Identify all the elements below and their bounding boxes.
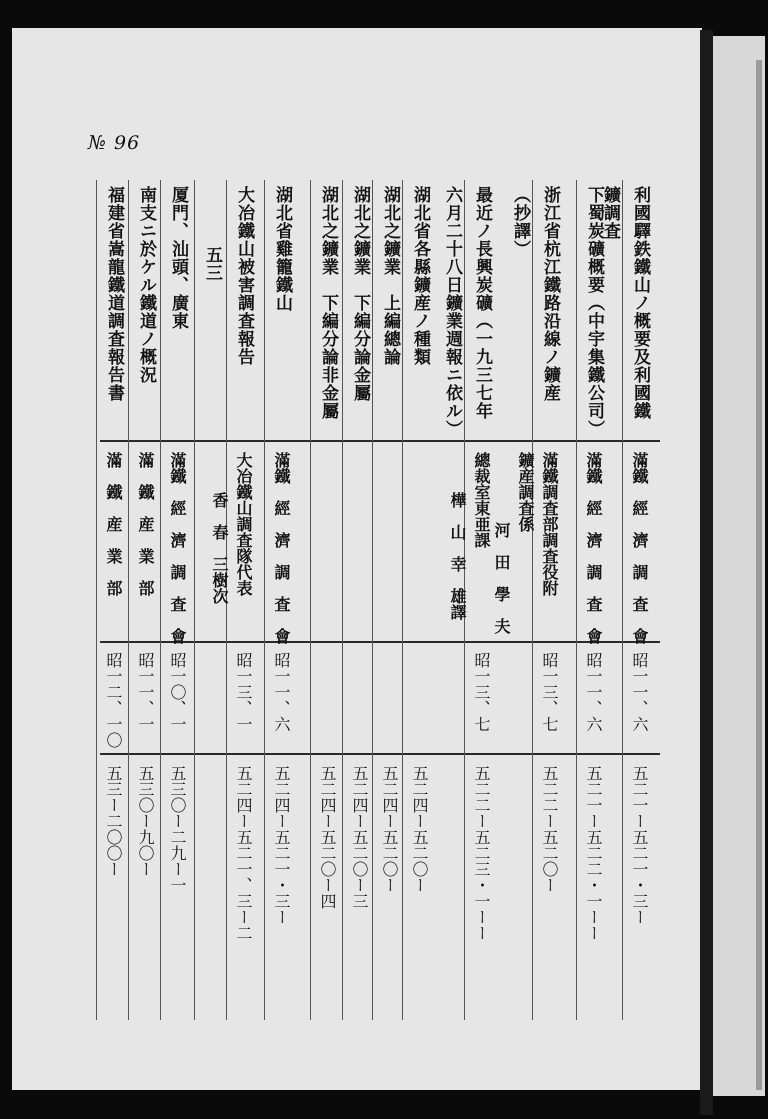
entry-title: 利國驛鉄鐵山ノ概要及利國鐵 bbox=[630, 186, 650, 420]
entry-code: 五二四ー五二〇ー bbox=[380, 765, 399, 893]
book-spine bbox=[700, 30, 713, 1115]
entry-date: 昭一二、一〇 bbox=[104, 652, 123, 748]
entry-author: 鑛産調査係 bbox=[516, 452, 535, 532]
entry-code: 五三〇ー二九ー一 bbox=[168, 765, 187, 893]
entry-date: 昭一一、六 bbox=[272, 652, 291, 732]
entry-code: 五二四ー五二一・三ー bbox=[272, 765, 291, 925]
entry-code: 五二一ー五二二・一ーー bbox=[584, 765, 603, 941]
entry-title: 湖北之鑛業 下編分論金屬 bbox=[350, 186, 370, 402]
entry-date: 昭一三、七 bbox=[540, 652, 559, 732]
entry-title: 下蜀炭礦概要（中宇集鐵公司） bbox=[584, 186, 604, 438]
entry-code: 五二四ー五二一、三ー二 bbox=[234, 765, 253, 941]
entry-author: 滿鐵 經 濟 調 査 會 bbox=[168, 452, 187, 644]
entry-title: 福建省嵩龍鐵道調査報告書 bbox=[104, 186, 124, 402]
entry-author: 滿 鐵 産 業 部 bbox=[136, 452, 155, 596]
entry-title: 湖北之鑛業 下編分論非金屬 bbox=[318, 186, 338, 420]
entry-title: 湖北省雞籠鐵山 bbox=[272, 186, 292, 312]
entry-code: 五三ー二〇〇ー bbox=[104, 765, 123, 877]
column-divider bbox=[310, 180, 311, 1020]
entry-title: （抄譯） bbox=[510, 186, 530, 258]
entry-date: 昭一一、六 bbox=[584, 652, 603, 732]
entry-date: 昭一一、一 bbox=[136, 652, 155, 732]
entry-title: 湖北之鑛業 上編總論 bbox=[380, 186, 400, 366]
entry-date: 昭一三、七 bbox=[472, 652, 491, 732]
column-divider bbox=[532, 180, 533, 1020]
column-divider bbox=[128, 180, 129, 1020]
entry-author: 大冶鐵山調査隊代表 bbox=[234, 452, 253, 596]
entry-code: 五二一ー五二一・三ー bbox=[630, 765, 649, 925]
entry-title: 最近ノ長興炭礦（一九三七年 bbox=[472, 186, 492, 420]
entry-title: 湖北省各縣鑛産ノ種類 bbox=[410, 186, 430, 366]
entry-author: 滿 鐵 産 業 部 bbox=[104, 452, 123, 596]
page-number: № 96 bbox=[88, 132, 141, 154]
entry-code: 五二四ー五二〇ー四 bbox=[318, 765, 337, 909]
entry-author: 河 田 學 夫 bbox=[492, 522, 511, 634]
entry-author: 樺 山 幸 雄譯 bbox=[448, 492, 467, 620]
entry-title: 厦門、汕頭、廣東 bbox=[168, 186, 188, 330]
entry-code: 五三〇ー九〇ー bbox=[136, 765, 155, 877]
entry-author: 滿鐵調査部調査役附 bbox=[540, 452, 559, 596]
entry-date: 昭一〇、一 bbox=[168, 652, 187, 732]
column-divider bbox=[160, 180, 161, 1020]
column-divider bbox=[194, 180, 195, 1020]
entry-title: 大冶鐵山被害調査報告 bbox=[234, 186, 254, 366]
column-divider bbox=[342, 180, 343, 1020]
entry-title: 南支ニ於ケル鐵道ノ概況 bbox=[136, 186, 156, 384]
column-divider bbox=[576, 180, 577, 1020]
entry-author: 滿鐵 經 濟 調 査 會 bbox=[272, 452, 291, 644]
entry-date: 昭一三、一 bbox=[234, 652, 253, 732]
entry-title: 六月二十八日鑛業週報ニ依ル） bbox=[442, 186, 462, 438]
entry-code: 五二二ー五二〇ー bbox=[540, 765, 559, 893]
entry-author: 滿鐵 經 濟 調 査 會 bbox=[584, 452, 603, 644]
column-divider bbox=[96, 180, 97, 1020]
entry-code: 五二四ー五二〇ー三 bbox=[350, 765, 369, 909]
entry-author: 滿鐵 經 濟 調 査 會 bbox=[630, 452, 649, 644]
column-divider bbox=[264, 180, 265, 1020]
entry-title: 浙江省杭江鐵路沿線ノ鑛産 bbox=[540, 186, 560, 402]
entry-title: 鑛調査 bbox=[600, 186, 620, 240]
adjacent-page-edge bbox=[756, 60, 762, 1090]
column-divider bbox=[622, 180, 623, 1020]
entry-date: 昭一一、六 bbox=[630, 652, 649, 732]
entry-author: 總裁室東亜課 bbox=[472, 452, 491, 548]
entry-code: 五二二ー五二三・一ーー bbox=[472, 765, 491, 941]
entry-code: 五二四ー五二〇ー bbox=[410, 765, 429, 893]
entry-title: 五三 bbox=[202, 246, 222, 282]
entry-author: 香 春 三樹次 bbox=[210, 492, 229, 604]
